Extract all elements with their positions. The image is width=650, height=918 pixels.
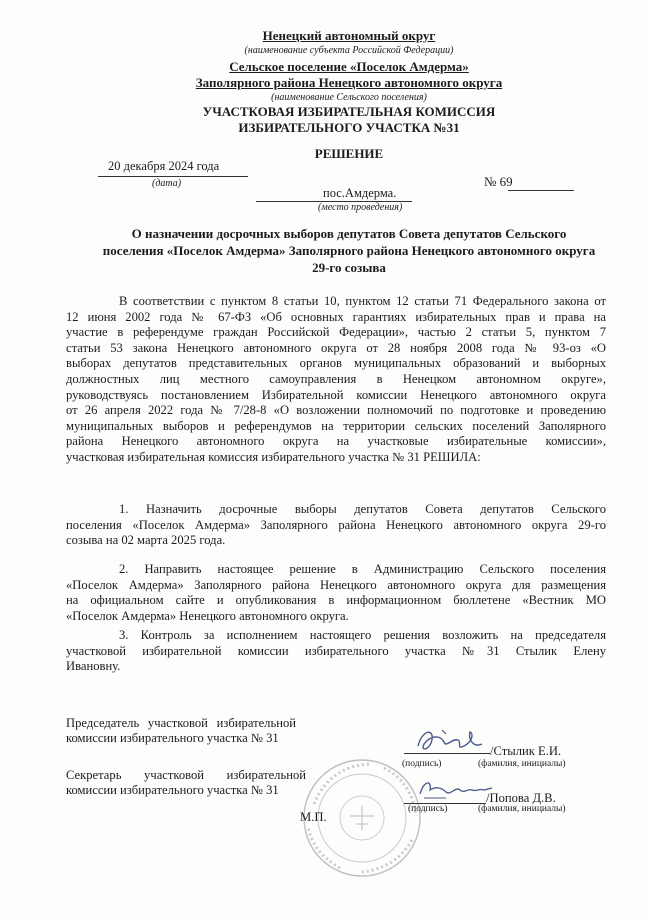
item-line: Ивановну. (66, 659, 121, 674)
item-line: «Поселок Амдерма» Заполярного района Ненецкого автономного округа для размещения (66, 577, 606, 592)
item-line: на официальном сайте и опубликования в информационном бюллетене «Вестник МО (66, 593, 606, 608)
chair-name-caption: (фамилия, инициалы) (478, 759, 566, 769)
secretary-position (66, 768, 306, 798)
decision-place: пос.Амдерма. (323, 186, 397, 200)
preamble-line: от 26 апреля 2022 года № 7/28-8 «О возложении полномочий по подготовке и проведению (66, 403, 606, 418)
preamble-line: руководствуясь постановлением Избирательной комиссии Ненецкого автономного округа (66, 387, 606, 402)
item-line: 2. Направить настоящее решение в Администрацию Сельского поселения (119, 562, 606, 576)
decision-title-line1: О назначении досрочных выборов депутатов Совета депутатов Сельского (131, 226, 567, 241)
chair-position (66, 716, 296, 746)
item-line: 1. Назначить досрочные выборы депутатов Совета депутатов Сельского (119, 502, 606, 516)
preamble-line: 12 июня 2002 года № 67-ФЗ «Об основных гарантиях избирательных прав и права на (66, 309, 606, 324)
chair-position-line1: Председатель участковой избирательной (66, 716, 296, 730)
decision-title-line3: 29-го созыва (312, 260, 386, 275)
settlement-caption: (наименование Сельского поселения) (271, 92, 427, 103)
item-line: созыва на 02 марта 2025 года. (66, 533, 226, 548)
decision-item-2 (66, 562, 606, 624)
preamble-line: В соответствии с пунктом 8 статьи 10, пунктом 12 статьи 71 Федерального закона от (119, 294, 606, 308)
preamble-line: района Ненецкого автономного округа на участковые избирательные комиссии», (66, 434, 606, 449)
decision-number: № 69 (484, 174, 513, 189)
secretary-position-line1: Секретарь участковой избирательной (66, 768, 306, 782)
secretary-position-line2: комиссии избирательного участка № 31 (66, 783, 279, 797)
settlement-name-line2: Заполярного района Ненецкого автономного округа (195, 75, 503, 90)
item-line: 3. Контроль за исполнением настоящего решения возложить на председателя (119, 628, 606, 642)
item-line: поселения «Поселок Амдерма» Заполярного района Ненецкого автономного округа 29-го (66, 517, 606, 532)
preamble-line: статьи 53 закона Ненецкого автономного округа от 28 ноября 2008 года № 93-оз «О (66, 340, 606, 355)
subject-caption: (наименование субъекта Российской Федерации) (244, 45, 454, 56)
seal-label: М.П. (300, 810, 327, 824)
preamble-line: муниципальных выборов и референдумов на территории сельских поселений Заполярного (66, 418, 606, 433)
commission-name-line2: ИЗБИРАТЕЛЬНОГО УЧАСТКА №31 (238, 120, 460, 135)
document-type: РЕШЕНИЕ (314, 146, 384, 161)
item-line: «Поселок Амдерма» Ненецкого автономного округа. (66, 608, 349, 623)
date-caption: (дата) (152, 178, 182, 189)
decision-date: 20 декабря 2024 года (108, 159, 220, 173)
chair-position-line2: комиссии избирательного участка № 31 (66, 731, 279, 745)
preamble-line: должностных лиц местного самоуправления в Ненецком автономном округе», (66, 371, 606, 386)
secretary-name: /Попова Д.В. (486, 791, 556, 805)
secretary-name-caption: (фамилия, инициалы) (478, 804, 566, 814)
preamble-line: выборах депутатов представительных органов муниципальных образований и выборных (66, 356, 606, 371)
preamble-line: участковая избирательная комиссия избирательного участка № 31 РЕШИЛА: (66, 449, 481, 464)
settlement-name-line1: Сельское поселение «Поселок Амдерма» (229, 59, 469, 74)
place-caption: (место проведения) (318, 202, 403, 213)
chair-signature-line (404, 753, 490, 754)
subject-name: Ненецкий автономный округ (262, 28, 436, 43)
decision-item-1 (66, 502, 606, 549)
decision-title-line2: поселения «Поселок Амдерма» Заполярного района Ненецкого автономного округа (102, 243, 596, 258)
decision-item-3 (66, 628, 606, 675)
preamble-line: участие в референдуме граждан Российской Федерации», частью 2 статьи 5, пунктом 7 (66, 325, 606, 340)
commission-name-line1: УЧАСТКОВАЯ ИЗБИРАТЕЛЬНАЯ КОМИССИЯ (202, 104, 496, 119)
date-underline (98, 176, 248, 177)
secretary-signature-caption: (подпись) (408, 804, 448, 814)
chair-signature-caption: (подпись) (402, 759, 442, 769)
item-line: участковой избирательной комиссии избирательного участка №31 Стылик Елену (66, 643, 606, 658)
preamble-paragraph (66, 294, 606, 466)
number-underline (508, 190, 574, 191)
chair-name: /Стылик Е.И. (490, 744, 562, 758)
